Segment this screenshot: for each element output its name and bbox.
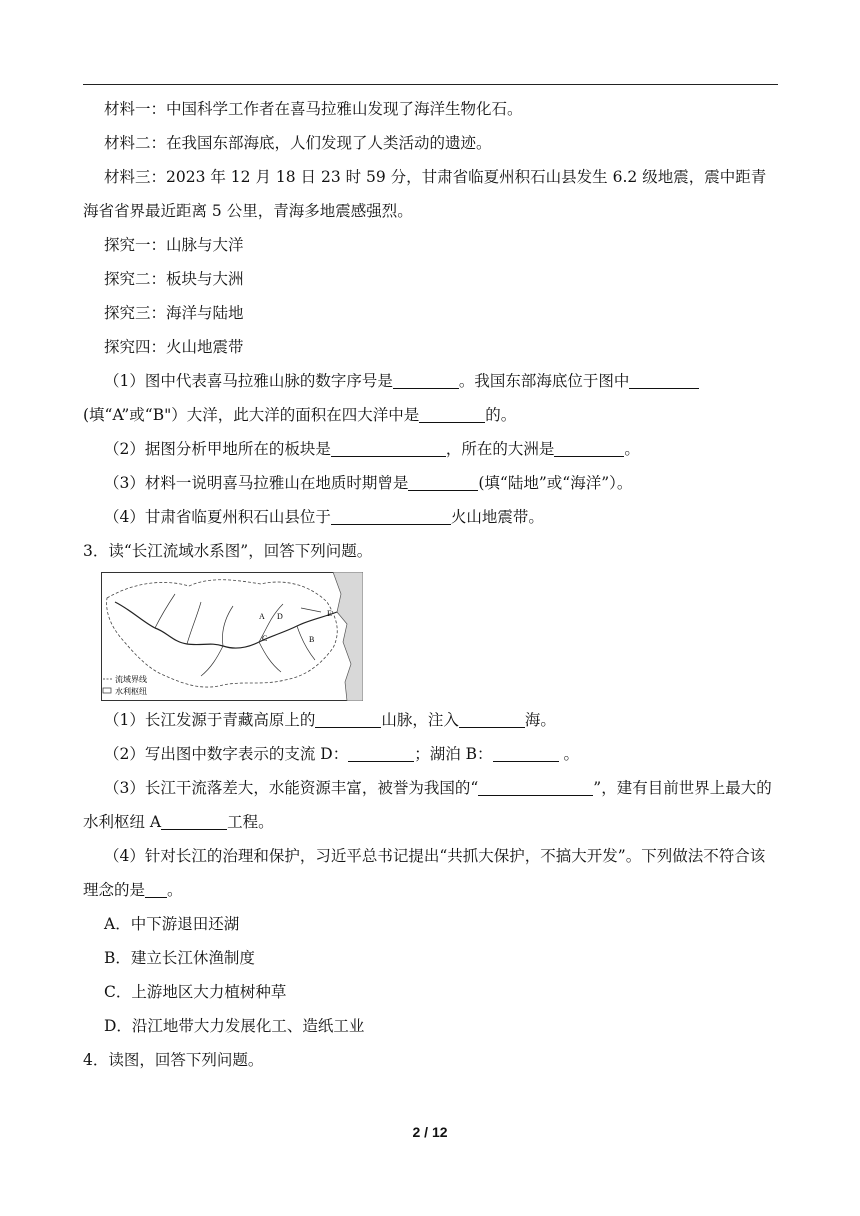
q3-part1: （1）长江发源于青藏高原上的 山脉，注入 海。 [104, 711, 556, 729]
page-number: 2 / 12 [412, 1124, 448, 1140]
exploration-1: 探究一：山脉与大洋 [104, 236, 244, 254]
exploration-4: 探究四：火山地震带 [104, 338, 244, 356]
answer-blank[interactable] [554, 438, 624, 457]
material-2: 材料二：在我国东部海底，人们发现了人类活动的遗迹。 [104, 134, 492, 152]
legend-boundary: 流域界线 [115, 675, 147, 684]
yangtze-basin-map [101, 572, 363, 701]
answer-blank[interactable] [493, 743, 559, 762]
legend-dam: 水利枢纽 [115, 687, 147, 696]
answer-blank[interactable] [348, 743, 414, 762]
q2-part3: （3）材料一说明喜马拉雅山在地质时期曾是 (填“陆地”或“海洋”）。 [104, 474, 633, 492]
q3-heading: 3．读“长江流域水系图”，回答下列问题。 [83, 542, 373, 560]
q2-part4: （4）甘肃省临夏州积石山县位于 火山地震带。 [104, 508, 544, 526]
material-3: 材料三：2023 年 12 月 18 日 23 时 59 分，甘肃省临夏州积石山县发生 6.2 级地震，震中距青海省省界最近距离 5 公里，青海多地震感强烈。 [83, 168, 767, 220]
answer-blank[interactable] [161, 811, 227, 830]
q2-part2: （2）据图分析甲地所在的板块是 ，所在的大洲是 。 [104, 440, 640, 458]
answer-blank[interactable] [478, 777, 593, 796]
map-label-a: A [259, 612, 265, 621]
material-1: 材料一：中国科学工作者在喜马拉雅山发现了海洋生物化石。 [104, 100, 523, 118]
q3-part3: （3）长江干流落差大，水能资源丰富，被誉为我国的“ ”，建有目前世界上最大的水利枢纽 A 工程。 [83, 779, 772, 831]
answer-blank[interactable] [419, 404, 485, 423]
exploration-3: 探究三：海洋与陆地 [104, 304, 244, 322]
q2-part1: （1）图中代表喜马拉雅山脉的数字序号是 。我国东部海底位于图中(填“A”或“B"）大洋，此大洋的面积在四大洋中是 的。 [83, 364, 778, 432]
page-content [83, 92, 778, 1077]
q3-option-c[interactable]: C．上游地区大力植树种草 [104, 983, 287, 1001]
header-rule [83, 84, 778, 85]
q3-part4: （4）针对长江的治理和保护，习近平总书记提出“共抓大保护，不搞大开发”。下列做法不符合该理念的是 。 [83, 847, 766, 899]
answer-blank[interactable] [393, 370, 459, 389]
q3-option-a[interactable]: A．中下游退田还湖 [104, 915, 240, 933]
answer-blank[interactable] [331, 438, 446, 457]
q3-option-b[interactable]: B．建立长江休渔制度 [104, 949, 255, 967]
map-label-b: B [309, 635, 315, 644]
answer-blank[interactable] [408, 472, 478, 491]
answer-blank[interactable] [331, 506, 451, 525]
map-label-d: D [277, 612, 283, 621]
q3-option-d[interactable]: D．沿江地带大力发展化工、造纸工业 [104, 1017, 365, 1035]
answer-blank[interactable] [145, 879, 167, 898]
answer-blank[interactable] [629, 370, 699, 389]
q3-part2: （2）写出图中数字表示的支流 D： ；湖泊 B： 。 [104, 745, 579, 763]
map-label-e: E [327, 609, 332, 618]
answer-blank[interactable] [459, 709, 525, 728]
answer-blank[interactable] [315, 709, 381, 728]
exploration-2: 探究二：板块与大洲 [104, 270, 244, 288]
map-label-c: C [262, 634, 268, 643]
q4-heading: 4．读图，回答下列问题。 [83, 1051, 264, 1069]
